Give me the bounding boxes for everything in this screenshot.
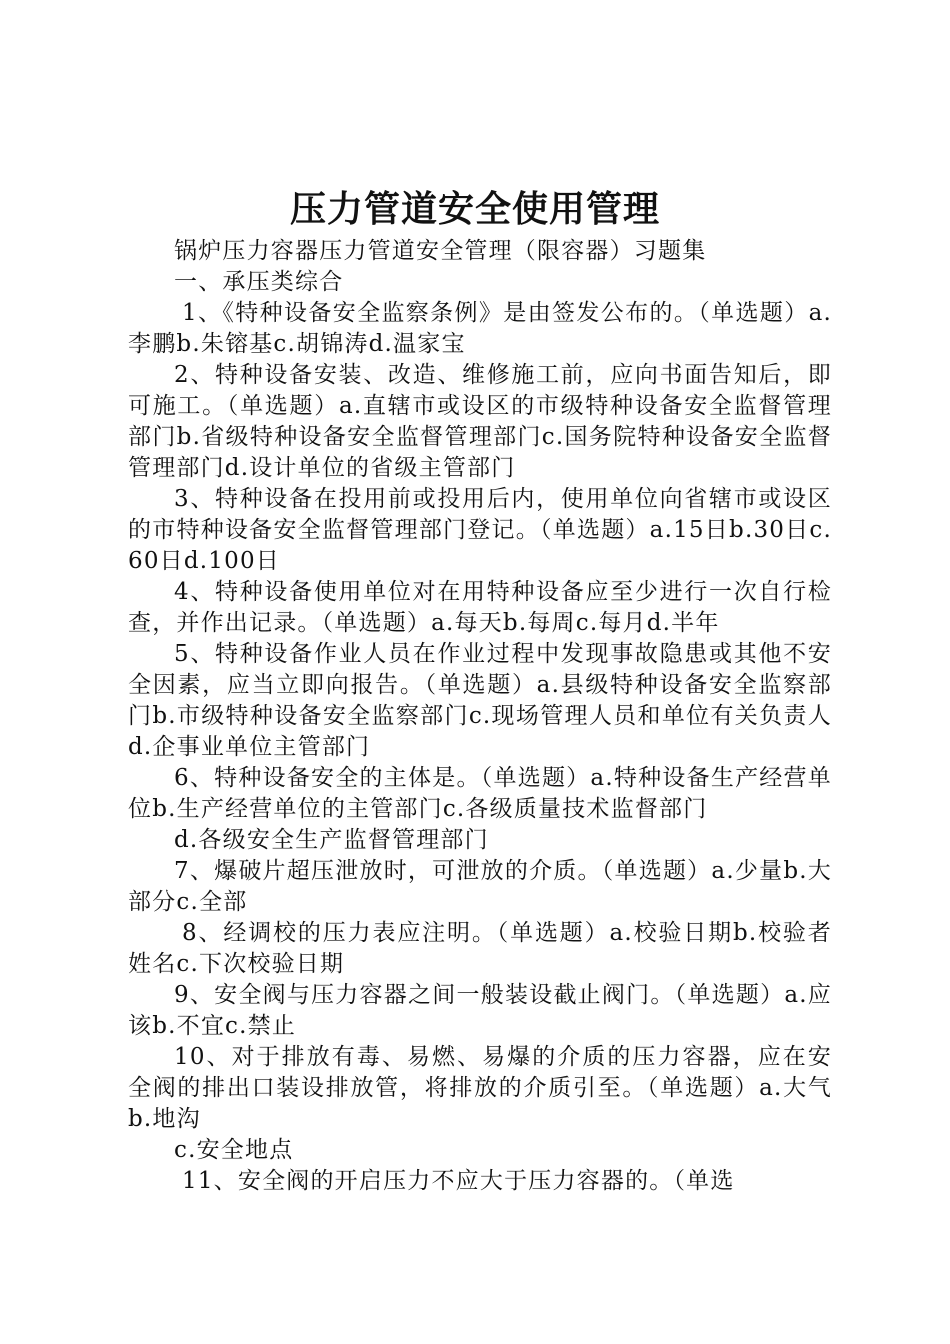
subtitle: 锅炉压力容器压力管道安全管理（限容器）习题集 bbox=[174, 238, 707, 264]
question-5: 5、特种设备作业人员在作业过程中发现事故隐患或其他不安全因素，应当立即向报告。（单选题）a.县级特种设备安全监察部门b.市级特种设备安全监察部门c.现场管理人员和单位有关负责人d.企事业单位主管部门 bbox=[128, 641, 832, 760]
question-10-option-c: c.安全地点 bbox=[174, 1137, 294, 1163]
question-8: 8、经调校的压力表应注明。（单选题）a.校验日期b.校验者姓名c.下次校验日期 bbox=[128, 920, 832, 977]
document-body bbox=[128, 236, 832, 1197]
question-6-option-d: d.各级安全生产监督管理部门 bbox=[174, 827, 489, 853]
question-1: 1、《特种设备安全监察条例》是由签发公布的。（单选题）a.李鹏b.朱镕基c.胡锦涛d.温家宝 bbox=[128, 300, 832, 357]
question-2: 2、特种设备安装、改造、维修施工前，应向书面告知后，即可施工。（单选题）a.直辖市或设区的市级特种设备安全监督管理部门b.省级特种设备安全监督管理部门c.国务院特种设备安全监督管理部门d.设计单位的省级主管部门 bbox=[128, 362, 832, 481]
question-10: 10、对于排放有毒、易燃、易爆的介质的压力容器，应在安全阀的排出口装设排放管，将排放的介质引至。（单选题）a.大气b.地沟 bbox=[128, 1044, 832, 1132]
question-6: 6、特种设备安全的主体是。（单选题）a.特种设备生产经营单位b.生产经营单位的主管部门c.各级质量技术监督部门 bbox=[128, 765, 832, 822]
section-heading: 一、承压类综合 bbox=[174, 269, 344, 295]
question-7: 7、爆破片超压泄放时，可泄放的介质。（单选题）a.少量b.大部分c.全部 bbox=[128, 858, 832, 915]
question-11: 11、安全阀的开启压力不应大于压力容器的。（单选 bbox=[182, 1168, 735, 1194]
document-title: 压力管道安全使用管理 bbox=[289, 188, 660, 230]
question-4: 4、特种设备使用单位对在用特种设备应至少进行一次自行检查，并作出记录。（单选题）a.每天b.每周c.每月d.半年 bbox=[128, 579, 832, 636]
question-3: 3、特种设备在投用前或投用后内，使用单位向省辖市或设区的市特种设备安全监督管理部门登记。（单选题）a.15日b.30日c.60日d.100日 bbox=[128, 486, 832, 574]
question-9: 9、安全阀与压力容器之间一般装设截止阀门。（单选题）a.应该b.不宜c.禁止 bbox=[128, 982, 832, 1039]
